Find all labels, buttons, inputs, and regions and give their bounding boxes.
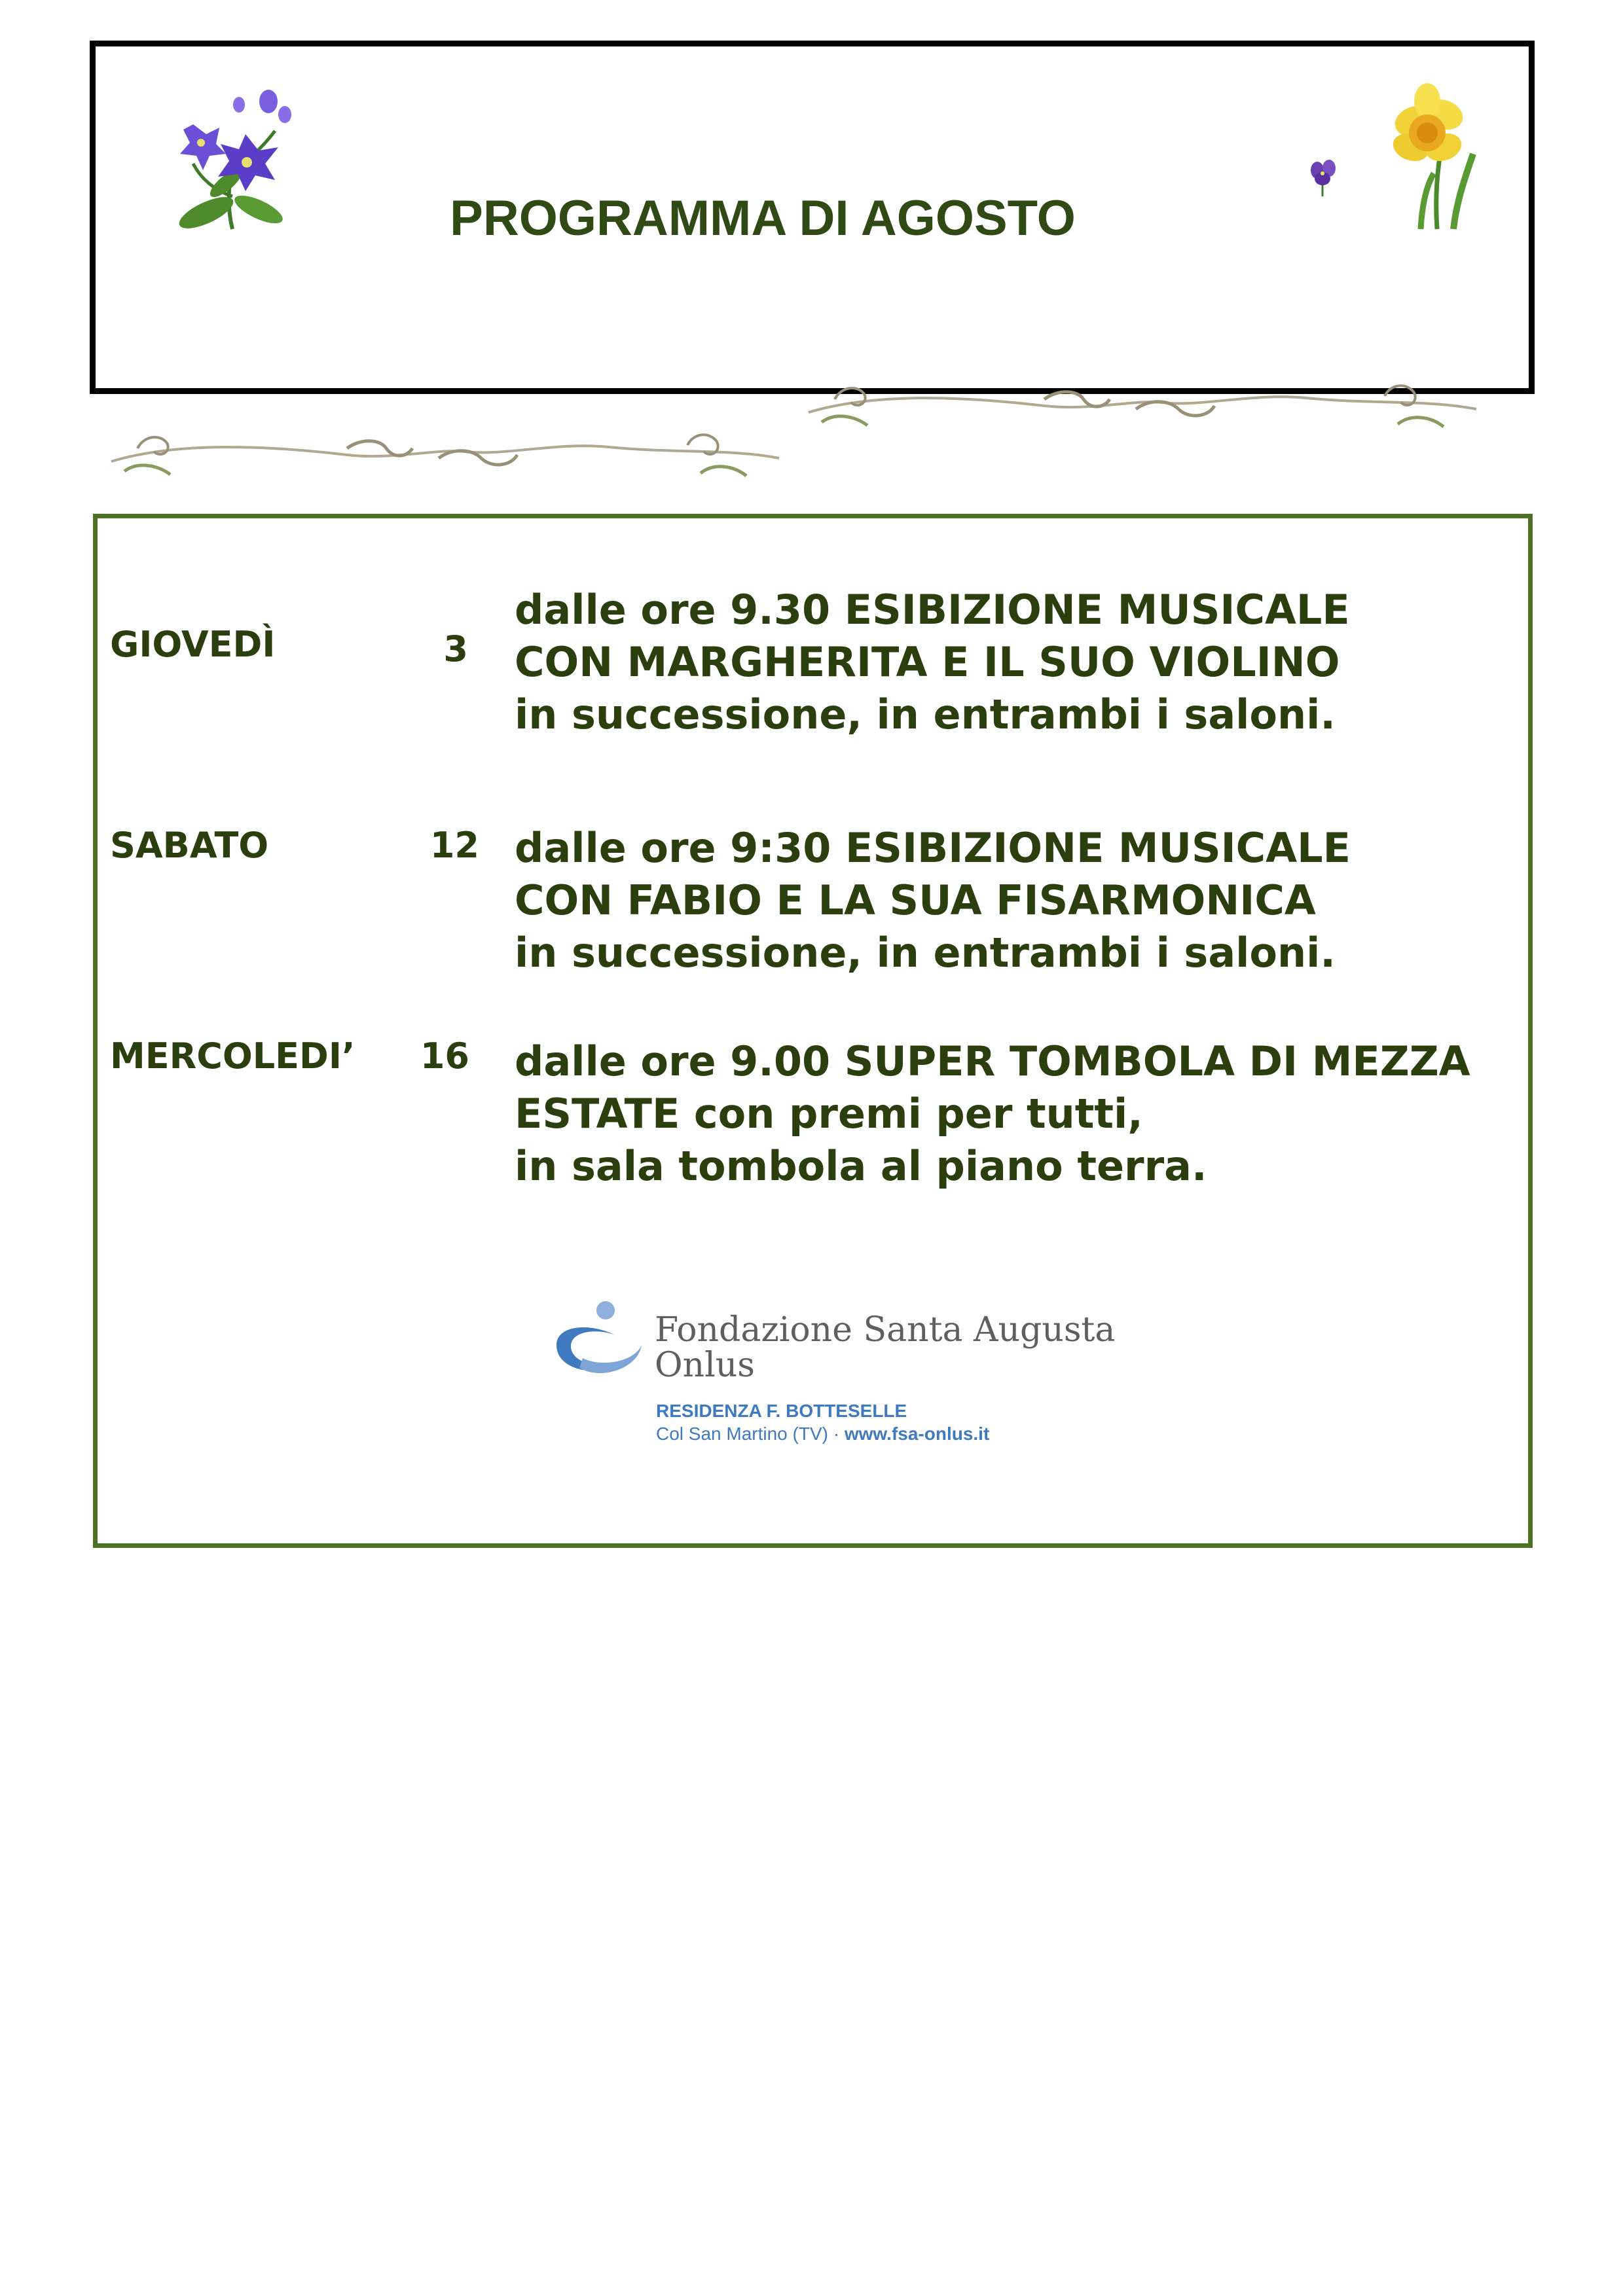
ornamental-scroll	[98, 422, 792, 488]
bellflower-icon	[160, 79, 304, 236]
foundation-logo	[543, 1293, 1116, 1450]
event-line: ESTATE con premi per tutti,	[515, 1090, 1143, 1138]
logo-name-line: Fondazione Santa Augusta	[655, 1310, 1116, 1350]
logo-address	[656, 1424, 989, 1444]
violet-icon	[1303, 154, 1342, 200]
event-description	[515, 584, 1350, 741]
event-description	[515, 822, 1351, 979]
event-line: CON MARGHERITA E IL SUO VIOLINO	[515, 638, 1340, 686]
ornamental-scroll	[795, 373, 1489, 439]
event-description	[515, 1035, 1470, 1193]
event-day: GIOVEDÌ	[110, 624, 276, 665]
logo-name-line: Onlus	[655, 1346, 755, 1385]
event-date: 12	[429, 825, 479, 866]
event-line: in successione, in entrambi i saloni.	[515, 929, 1336, 977]
logo-website: www.fsa-onlus.it	[844, 1424, 990, 1444]
event-date: 3	[443, 628, 468, 670]
event-line: dalle ore 9:30 ESIBIZIONE MUSICALE	[515, 824, 1351, 872]
event-line: dalle ore 9.30 ESIBIZIONE MUSICALE	[515, 586, 1350, 634]
event-date: 16	[420, 1035, 469, 1077]
event-day: MERCOLEDI’	[110, 1035, 356, 1077]
daffodil-icon	[1375, 82, 1493, 232]
event-line: CON FABIO E LA SUA FISARMONICA	[515, 876, 1316, 924]
page-title: PROGRAMMA DI AGOSTO	[450, 190, 1076, 246]
foundation-logo-icon	[543, 1296, 648, 1394]
event-line: dalle ore 9.00 SUPER TOMBOLA DI MEZZA	[515, 1037, 1470, 1085]
event-line: in sala tombola al piano terra.	[515, 1142, 1207, 1190]
event-day: SABATO	[110, 825, 269, 866]
logo-name	[655, 1312, 1115, 1383]
logo-residence: RESIDENZA F. BOTTESELLE	[656, 1401, 907, 1421]
event-line: in successione, in entrambi i saloni.	[515, 691, 1336, 738]
logo-address-text: Col San Martino (TV) ·	[656, 1424, 845, 1444]
